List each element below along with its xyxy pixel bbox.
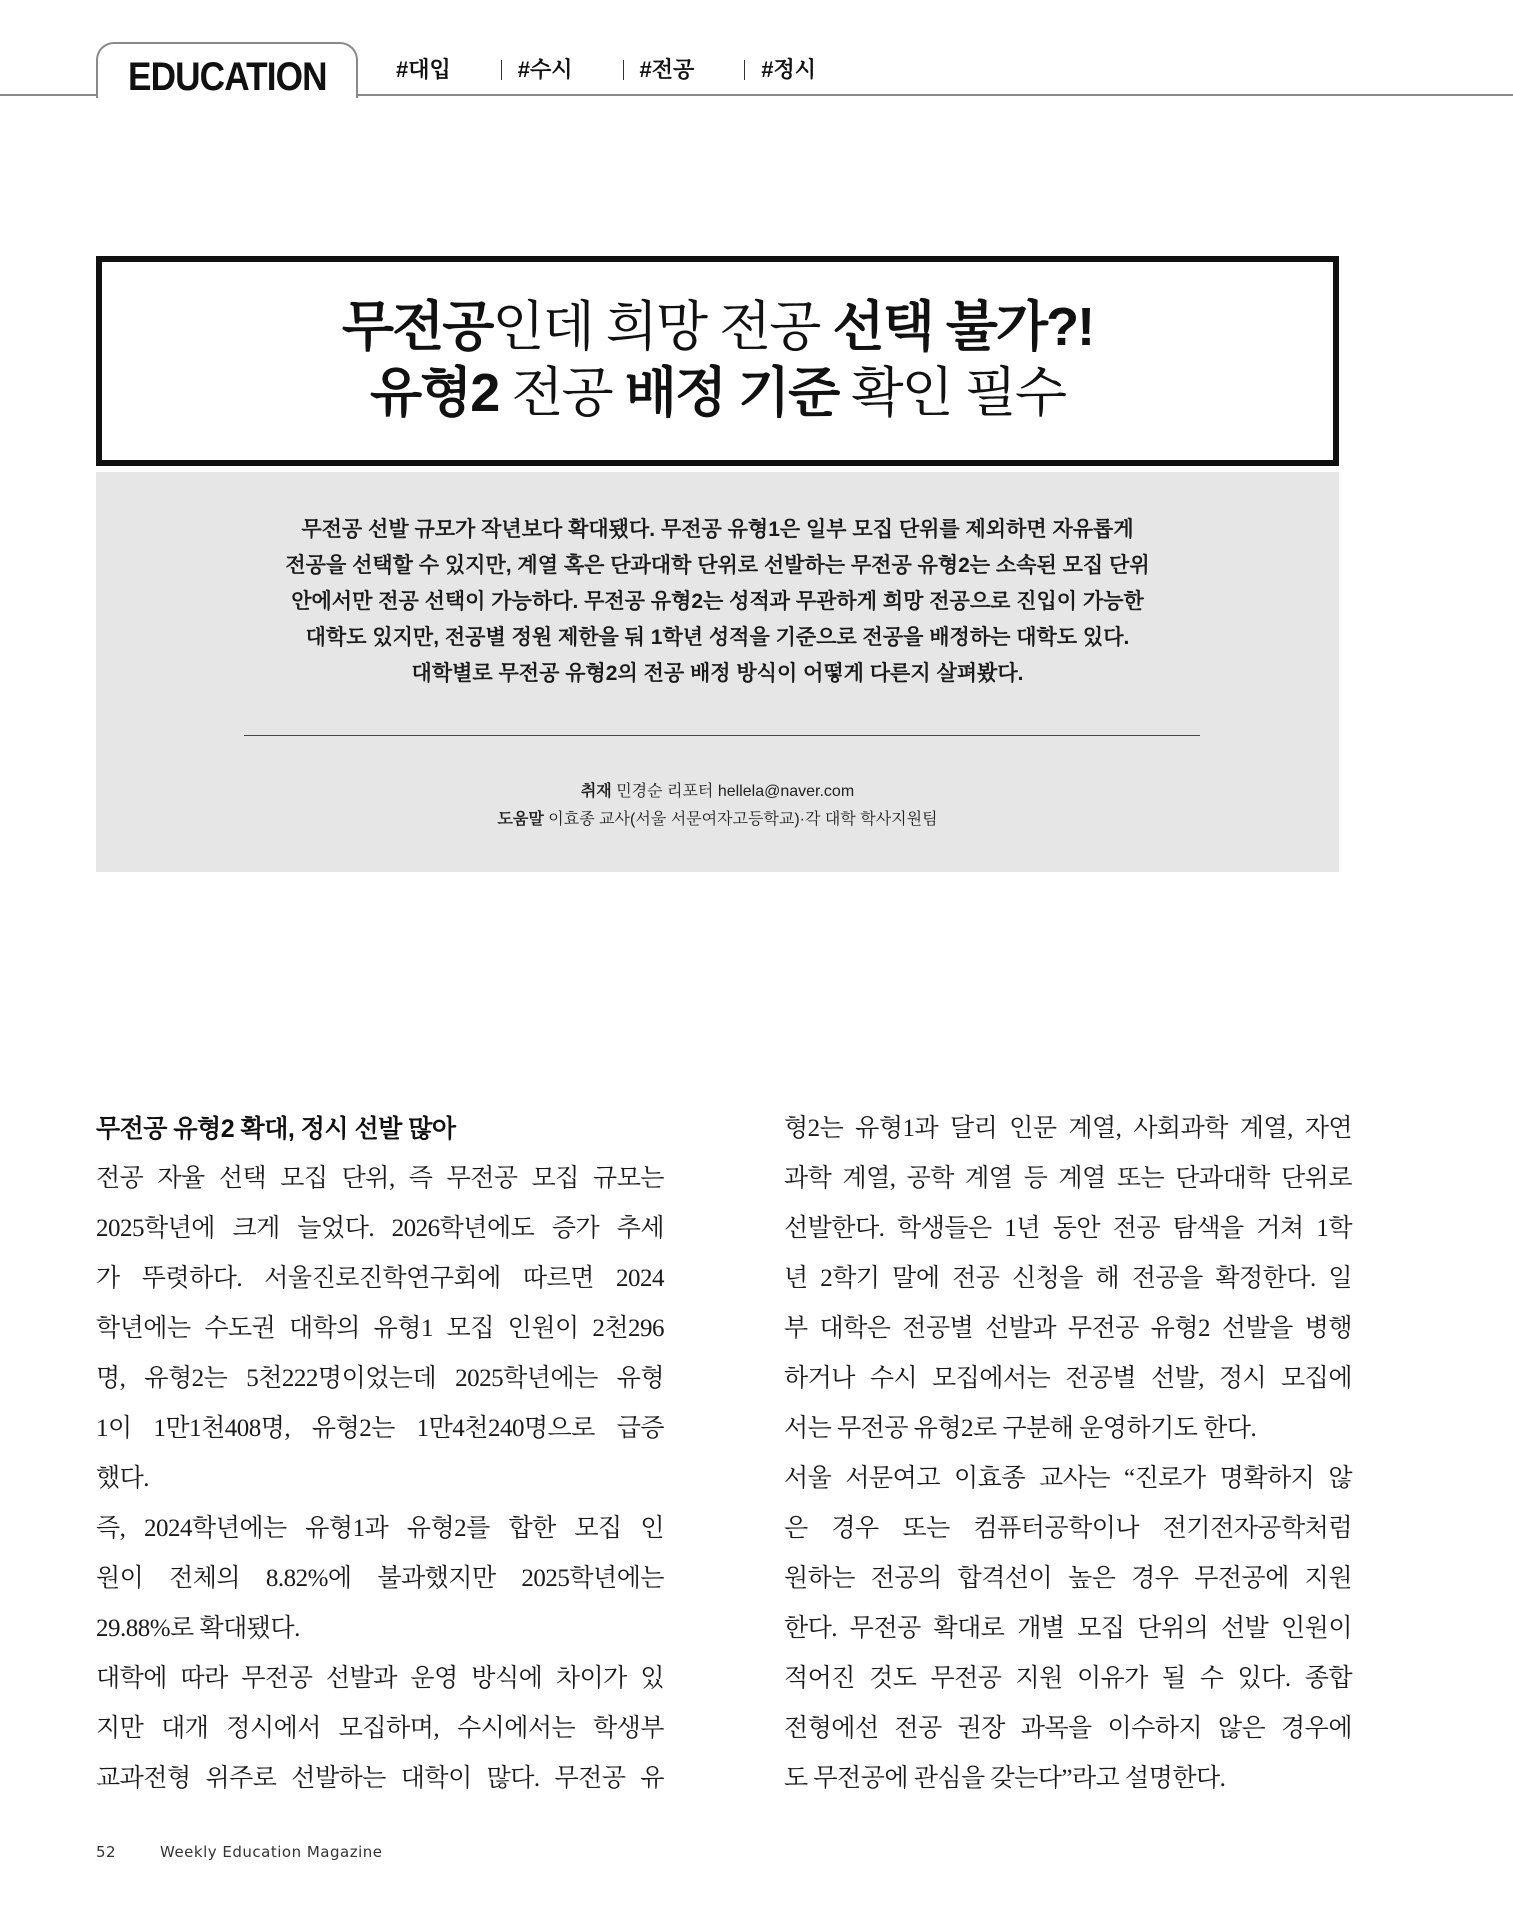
headline-segment: 선택 불가?! xyxy=(832,297,1094,357)
article-left-line: 즉, 2024학년에는 유형1과 유형2를 합한 모집 인 xyxy=(96,1515,664,1542)
article-right-line: 형2는 유형1과 달리 인문 계열, 사회과학 계열, 자연 xyxy=(784,1115,1352,1142)
lead-line: 전공을 선택할 수 있지만, 계열 혹은 단과대학 단위로 선발하는 무전공 유형2는 소속된 모집 단위 xyxy=(285,554,1150,577)
tag-early-admission[interactable]: #수시 xyxy=(517,57,573,82)
headline-line-1 xyxy=(102,294,1333,360)
lead-summary-box xyxy=(96,472,1339,872)
help-credit xyxy=(96,806,1339,834)
article-left-line: 원이 전체의 8.82%에 불과했지만 2025학년에는 xyxy=(96,1565,664,1592)
help-text: 이효종 교사(서울 서문여자고등학교)·각 대학 학사지원팀 xyxy=(548,811,938,828)
article-column-right xyxy=(784,1104,1352,1804)
tag-divider xyxy=(744,60,745,80)
article-right-line: 적어진 것도 무전공 지원 이유가 될 수 있다. 종합 xyxy=(784,1665,1352,1692)
article-left-line: 학년에는 수도권 대학의 유형1 모집 인원이 2천296 xyxy=(96,1315,664,1342)
section-label: EDUCATION xyxy=(128,55,327,99)
article-left-line: 했다. xyxy=(96,1465,150,1492)
article-column-left xyxy=(96,1104,664,1804)
help-label: 도움말 xyxy=(497,811,544,828)
reporter-text: 민경순 리포터 hellela@naver.com xyxy=(616,783,855,800)
reporter-credit xyxy=(96,778,1339,806)
page-number: 52 xyxy=(96,1843,117,1861)
article-right-line: 년 2학기 말에 전공 신청을 해 전공을 확정한다. 일 xyxy=(784,1265,1352,1292)
headline-segment: 전공 xyxy=(498,363,625,423)
tag-major[interactable]: #전공 xyxy=(639,57,695,82)
lead-line: 안에서만 전공 선택이 가능하다. 무전공 유형2는 성적과 무관하게 희망 전공으로 진입이 가능한 xyxy=(291,590,1144,613)
tag-list xyxy=(396,54,816,86)
article-right-line: 도 무전공에 관심을 갖는다”라고 설명한다. xyxy=(784,1765,1226,1792)
article-left-line: 교과전형 위주로 선발하는 대학이 많다. 무전공 유 xyxy=(96,1765,664,1792)
reporter-label: 취재 xyxy=(580,783,612,800)
tag-divider xyxy=(501,60,502,80)
article-left-line: 대학에 따라 무전공 선발과 운영 방식에 차이가 있 xyxy=(96,1665,664,1692)
headline-line-2 xyxy=(102,360,1333,426)
tag-divider xyxy=(623,60,624,80)
magazine-name: Weekly Education Magazine xyxy=(160,1843,383,1861)
article-left-line: 지만 대개 정시에서 모집하며, 수시에서는 학생부 xyxy=(96,1715,664,1742)
headline-segment: 배정 기준 xyxy=(624,363,839,423)
lead-line: 무전공 선발 규모가 작년보다 확대됐다. 무전공 유형1은 일부 모집 단위를 제외하면 자유롭게 xyxy=(301,518,1134,541)
tag-regular-admission[interactable]: #정시 xyxy=(761,57,816,82)
headline-segment: 인데 희망 전공 xyxy=(492,297,833,357)
article-left-line: 2025학년에 크게 늘었다. 2026학년에도 증가 추세 xyxy=(96,1215,664,1242)
article-right-line: 과학 계열, 공학 계열 등 계열 또는 단과대학 단위로 xyxy=(784,1165,1352,1192)
article-right-line: 하거나 수시 모집에서는 전공별 선발, 정시 모집에 xyxy=(784,1365,1352,1392)
lead-line: 대학별로 무전공 유형2의 전공 배정 방식이 어떻게 다른지 살펴봤다. xyxy=(411,662,1024,685)
article-right-line: 서는 무전공 유형2로 구분해 운영하기도 한다. xyxy=(784,1415,1257,1442)
article-right-line: 원하는 전공의 합격선이 높은 경우 무전공에 지원 xyxy=(784,1565,1352,1592)
headline-segment: 유형2 xyxy=(369,363,499,423)
headline-segment: 무전공 xyxy=(341,297,493,357)
article-right-line: 한다. 무전공 확대로 개별 모집 단위의 선발 인원이 xyxy=(784,1615,1352,1642)
article-right-line: 서울 서문여고 이효종 교사는 “진로가 명확하지 않 xyxy=(784,1465,1352,1492)
lead-summary-text xyxy=(226,512,1209,692)
lead-line: 대학도 있지만, 전공별 정원 제한을 둬 1학년 성적을 기준으로 전공을 배정하는 대학도 있다. xyxy=(305,626,1130,649)
article-right-line: 전형에선 전공 권장 과목을 이수하지 않은 경우에 xyxy=(784,1715,1352,1742)
article-left-line: 29.88%로 확대됐다. xyxy=(96,1615,300,1642)
article-left-line: 전공 자율 선택 모집 단위, 즉 무전공 모집 규모는 xyxy=(96,1165,664,1192)
article-right-line: 은 경우 또는 컴퓨터공학이나 전기전자공학처럼 xyxy=(784,1515,1352,1542)
headline-box xyxy=(96,256,1339,466)
tag-college-admission[interactable]: #대입 xyxy=(396,57,451,82)
summary-divider xyxy=(244,735,1200,736)
page-footer xyxy=(96,1840,382,1864)
article-left-line: 1이 1만1천408명, 유형2는 1만4천240명으로 급증 xyxy=(96,1415,664,1442)
article-right-line: 선발한다. 학생들은 1년 동안 전공 탐색을 거쳐 1학 xyxy=(784,1215,1352,1242)
article-left-line: 가 뚜렷하다. 서울진로진학연구회에 따르면 2024 xyxy=(96,1265,664,1292)
article-left-line: 명, 유형2는 5천222명이었는데 2025학년에는 유형 xyxy=(96,1365,664,1392)
article-subheading: 무전공 유형2 확대, 정시 선발 많아 xyxy=(96,1115,456,1143)
article-right-line: 부 대학은 전공별 선발과 무전공 유형2 선발을 병행 xyxy=(784,1315,1352,1342)
credits xyxy=(96,778,1339,834)
headline-segment: 확인 필수 xyxy=(838,363,1066,423)
